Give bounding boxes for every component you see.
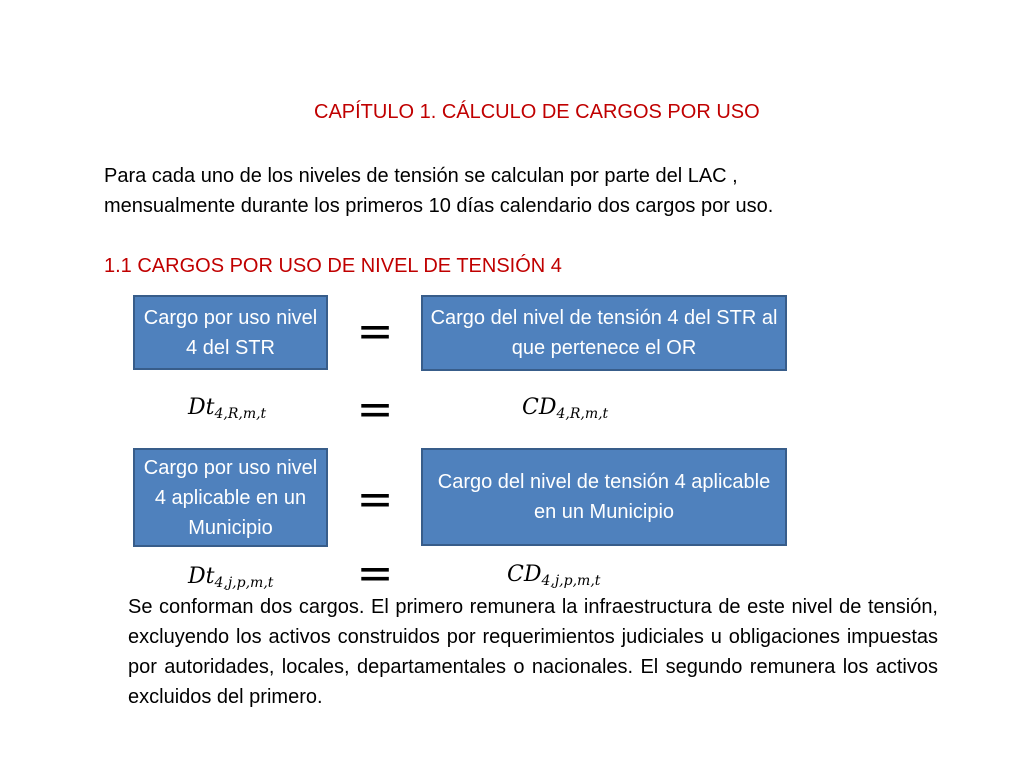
formula2-cd-subscript: 4,j,p,m,t: [541, 573, 601, 589]
chapter-title: CAPÍTULO 1. CÁLCULO DE CARGOS POR USO: [314, 101, 760, 123]
formula-cd-4-r-m-t: [522, 395, 608, 422]
box-cargo-uso-nivel4-municipio: [133, 448, 328, 547]
formula-dt-subscript: 4,R,m,t: [214, 406, 267, 422]
box-cargo-uso-nivel4-str: [133, 295, 328, 370]
equals-sign-formula2: =: [356, 548, 394, 599]
box-cargo-uso-nivel4-str-label: Cargo por uso nivel 4 del STR: [143, 306, 318, 359]
formula-dt-base: Dt: [188, 395, 215, 420]
formula2-dt-subscript: 4,j,p,m,t: [214, 575, 274, 591]
section-heading: 1.1 CARGOS POR USO DE NIVEL DE TENSIÓN 4: [104, 255, 562, 277]
equals-sign-row1: =: [356, 306, 394, 357]
formula-cd-base: CD: [522, 395, 557, 420]
intro-line-2: mensualmente durante los primeros 10 días calendario dos cargos por uso.: [104, 195, 774, 217]
box-cargo-nivel4-municipio: [421, 448, 787, 546]
box-cargo-nivel4-str-or: [421, 295, 787, 371]
formula2-dt-base: Dt: [188, 564, 215, 589]
box-cargo-nivel4-municipio-label: Cargo del nivel de tensión 4 aplicable en un Municipio: [437, 471, 771, 523]
closing-paragraph: Se conforman dos cargos. El primero remunera la infraestructura de este nivel de tensión, excluyendo los activos construidos por requerimientos judiciales u obligaciones impuestas por autoridades, locales, departamentales o nacionales. El segundo remunera los activos excluidos del primero.: [128, 596, 938, 708]
formula2-cd-base: CD: [507, 562, 542, 587]
formula-cd-4-j-p-m-t: [507, 562, 600, 589]
formula-cd-subscript: 4,R,m,t: [556, 406, 609, 422]
formula-dt-4-j-p-m-t: [188, 564, 273, 591]
intro-line-1: Para cada uno de los niveles de tensión se calculan por parte del LAC ,: [104, 165, 738, 187]
box-cargo-nivel4-str-or-label: Cargo del nivel de tensión 4 del STR al que pertenece el OR: [430, 307, 778, 359]
intro-paragraph: [104, 161, 904, 221]
formula-dt-4-r-m-t: [188, 395, 266, 422]
equals-sign-row2: =: [356, 474, 394, 525]
equals-sign-formula1: =: [356, 384, 394, 435]
box-cargo-uso-nivel4-municipio-label: Cargo por uso nivel 4 aplicable en un Municipio: [143, 456, 318, 539]
